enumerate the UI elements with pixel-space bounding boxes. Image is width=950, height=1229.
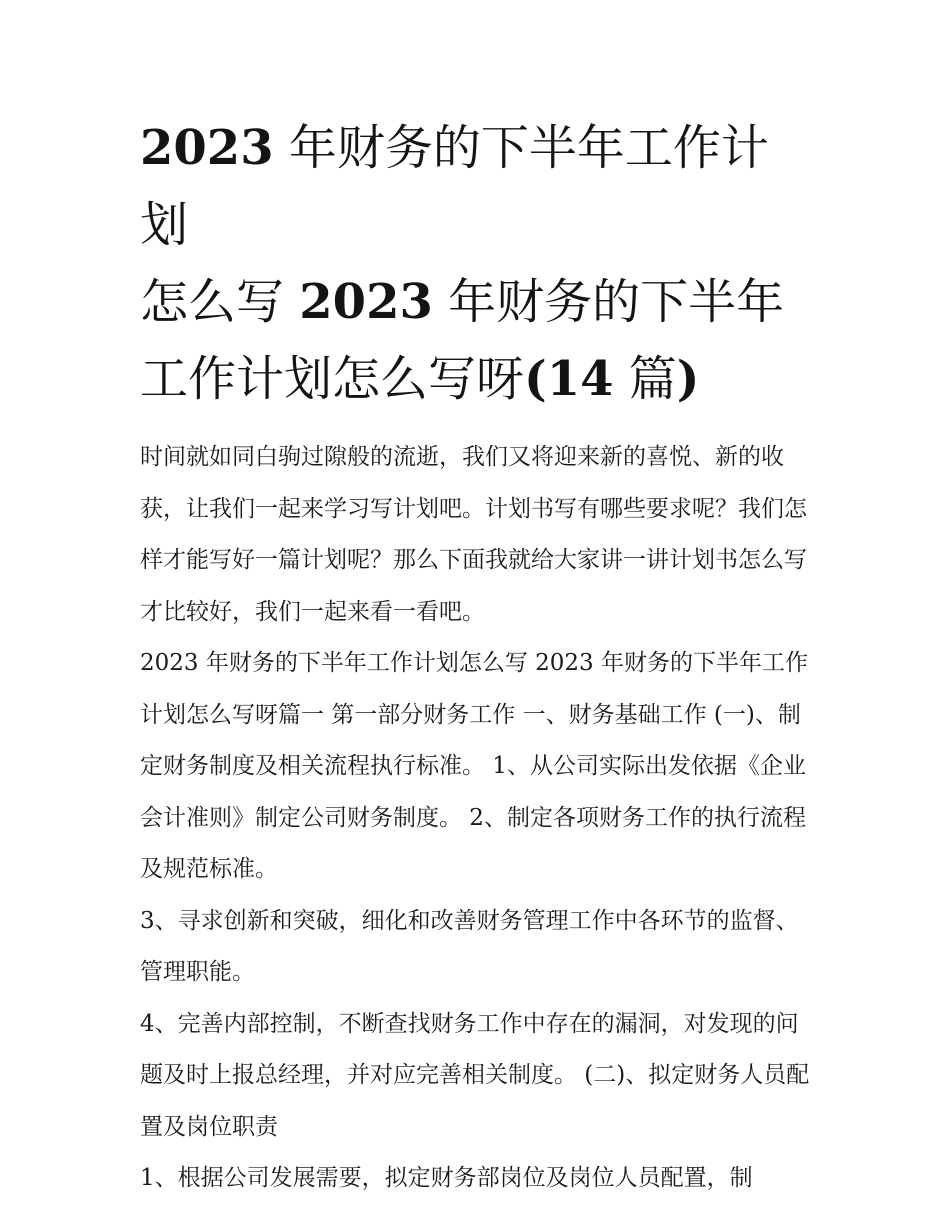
title-line-2: 怎么写 2023 年财务的下半年	[140, 274, 785, 330]
staffing-item-1-paragraph: 1、根据公司发展需要，拟定财务部岗位及岗位人员配置，制	[140, 1165, 753, 1191]
item-4-paragraph: 4、完善内部控制，不断查找财务工作中存在的漏洞，对发现的问题及时上报总经理，并对应完善相关制度。 (二)、拟定财务人员配置及岗位职责	[140, 1010, 810, 1140]
section-one-paragraph: 2023 年财务的下半年工作计划怎么写 2023 年财务的下半年工作计划怎么写呀篇一 第一部分财务工作 一、财务基础工作 (一)、制定财务制度及相关流程执行标准。 1、从公司实际出发依据《企业会计准则》制定公司财务制度。 2、制定各项财务工作的执行流程及规范标准。	[140, 650, 808, 882]
title-line-3: 工作计划怎么写呀(14 篇)	[140, 351, 700, 407]
document-title	[140, 110, 812, 418]
intro-paragraph: 时间就如同白驹过隙般的流逝，我们又将迎来新的喜悦、新的收获，让我们一起来学习写计划吧。计划书写有哪些要求呢？我们怎样才能写好一篇计划呢？那么下面我就给大家讲一讲计划书怎么写才比较好，我们一起来看一看吧。	[140, 444, 807, 625]
item-3-paragraph: 3、寻求创新和突破，细化和改善财务管理工作中各环节的监督、管理职能。	[140, 907, 799, 985]
title-line-1: 2023 年财务的下半年工作计划	[140, 120, 769, 253]
document-page	[140, 110, 812, 1205]
